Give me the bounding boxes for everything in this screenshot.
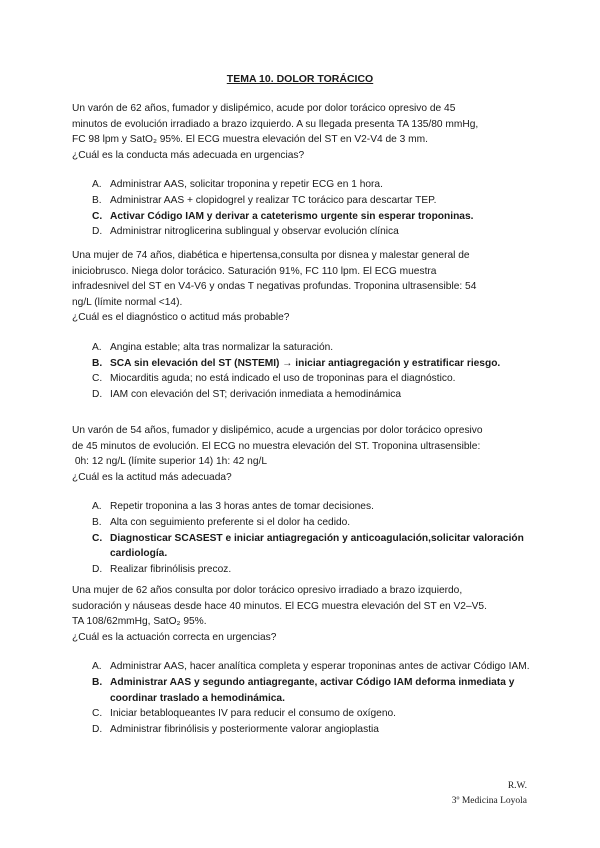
- stem-line: sudoración y náuseas desde hace 40 minutos. El ECG muestra elevación del ST en V2–V5.: [72, 600, 487, 612]
- option-text: Iniciar betabloqueantes IV para reducir el consumo de oxígeno.: [110, 708, 396, 720]
- option-list: [72, 659, 542, 737]
- option-text: Miocarditis aguda; no está indicado el uso de troponinas para el diagnóstico.: [110, 373, 456, 385]
- question-stem: [72, 583, 542, 645]
- option-letter: D.: [92, 563, 103, 575]
- option-text: Administrar nitroglicerina sublingual y observar evolución clínica: [110, 226, 399, 238]
- option-text: Administrar AAS, solicitar troponina y repetir ECG en 1 hora.: [110, 179, 383, 191]
- option-letter: D.: [92, 226, 103, 238]
- stem-line: minutos de evolución irradiado a brazo izquierdo. A su llegada presenta TA 135/80 mmHg,: [72, 118, 479, 130]
- option-list: [72, 499, 542, 577]
- option-letter: B.: [92, 676, 103, 688]
- option-text: Administrar fibrinólisis y posteriormente valorar angioplastia: [110, 723, 379, 735]
- option-letter: B.: [92, 516, 102, 528]
- option-list: [72, 177, 542, 239]
- option-c-correct[interactable]: [72, 209, 542, 225]
- option-letter: C.: [92, 373, 103, 385]
- option-d[interactable]: [72, 722, 542, 738]
- page-title: TEMA 10. DOLOR TORÁCICO: [226, 73, 374, 85]
- stem-line: ¿Cuál es la actitud más adecuada?: [72, 471, 232, 483]
- option-letter: A.: [92, 661, 102, 673]
- option-text: Angina estable; alta tras normalizar la saturación.: [110, 341, 334, 353]
- option-text: Administrar AAS + clopidogrel y realizar TC torácico para descartar TEP.: [110, 194, 437, 206]
- option-b-correct[interactable]: [72, 356, 542, 372]
- stem-line: ¿Cuál es el diagnóstico o actitud más probable?: [72, 312, 290, 324]
- option-letter: D.: [92, 388, 103, 400]
- stem-line: ¿Cuál es la actuación correcta en urgencias?: [72, 631, 277, 643]
- option-text: Alta con seguimiento preferente si el dolor ha cedido.: [110, 516, 351, 528]
- stem-line: 0h: 12 ng/L (límite superior 14) 1h: 42 ng/L: [72, 456, 267, 468]
- question-stem: [72, 248, 542, 326]
- option-text: Realizar fibrinólisis precoz.: [110, 563, 232, 575]
- stem-line: iniciobrusco. Niega dolor torácico. Saturación 91%, FC 110 lpm. El ECG muestra: [72, 265, 437, 277]
- stem-line: de 45 minutos de evolución. El ECG no muestra elevación del ST. Troponina ultrasensible:: [72, 440, 481, 452]
- option-text: IAM con elevación del ST; derivación inmediata a hemodinámica: [110, 388, 402, 400]
- stem-line: Una mujer de 74 años, diabética e hipertensa,consulta por disnea y malestar general de: [72, 250, 470, 261]
- option-a[interactable]: [72, 499, 542, 515]
- stem-line: infradesnivel del ST en V4-V6 y ondas T negativas profundas. Troponina ultrasensible: 54: [72, 281, 477, 293]
- stem-line: TA 108/62mmHg, SatO₂ 95%.: [72, 616, 207, 628]
- option-a[interactable]: [72, 340, 542, 356]
- option-letter: A.: [92, 341, 102, 353]
- option-list: [72, 340, 542, 402]
- option-a[interactable]: [72, 177, 542, 193]
- question-stem: [72, 101, 542, 163]
- stem-line: ¿Cuál es la conducta más adecuada en urgencias?: [72, 149, 305, 161]
- option-c[interactable]: [72, 371, 542, 387]
- option-b[interactable]: [72, 193, 542, 209]
- option-letter: D.: [92, 723, 103, 735]
- stem-line: Un varón de 62 años, fumador y dislipémico, acude por dolor torácico opresivo de 45: [72, 103, 456, 114]
- option-text: Administrar AAS, hacer analítica completa y esperar troponinas antes de activar Código IAM.: [110, 661, 530, 673]
- question-stem: [72, 423, 542, 485]
- option-c[interactable]: [72, 706, 542, 722]
- stem-line: Un varón de 54 años, fumador y dislipémico, acude a urgencias por dolor torácico opresivo: [72, 425, 483, 436]
- stem-line: Una mujer de 62 años consulta por dolor torácico opresivo irradiado a brazo izquierdo,: [72, 585, 463, 596]
- stem-line: FC 98 lpm y SatO₂ 95%. El ECG muestra elevación del ST en V2-V4 de 3 mm.: [72, 134, 428, 146]
- option-letter: A.: [92, 179, 102, 191]
- option-text: Activar Código IAM y derivar a cateterismo urgente sin esperar troponinas.: [110, 210, 474, 222]
- footer: [452, 779, 527, 809]
- option-d[interactable]: [72, 224, 542, 240]
- option-c-correct[interactable]: [72, 531, 542, 562]
- option-letter: C.: [92, 708, 103, 720]
- option-a[interactable]: [72, 659, 542, 675]
- option-letter: B.: [92, 357, 103, 369]
- question-3: [72, 423, 542, 577]
- option-b[interactable]: [72, 515, 542, 531]
- question-4: [72, 583, 542, 737]
- option-letter: C.: [92, 532, 103, 544]
- author-initials: R.W.: [507, 781, 527, 791]
- stem-line: ng/L (límite normal <14).: [72, 296, 183, 308]
- course-label: 3º Medicina Loyola: [451, 796, 527, 806]
- option-text: Diagnosticar SCASEST e iniciar antiagregación y anticoagulación,solicitar valoración cardiología.: [110, 532, 524, 560]
- option-letter: B.: [92, 194, 102, 206]
- option-text: Administrar AAS y segundo antiagregante, activar Código IAM deforma inmediata y coordinar traslado a hemodinámica.: [110, 676, 515, 704]
- option-letter: A.: [92, 501, 102, 513]
- option-text: Repetir troponina a las 3 horas antes de tomar decisiones.: [110, 501, 374, 513]
- question-2: [72, 248, 542, 402]
- option-d[interactable]: [72, 387, 542, 403]
- option-d[interactable]: [72, 562, 542, 578]
- question-1: [72, 101, 542, 240]
- option-b-correct[interactable]: [72, 675, 542, 706]
- option-letter: C.: [92, 210, 103, 222]
- option-text: SCA sin elevación del ST (NSTEMI) → iniciar antiagregación y estratificar riesgo.: [110, 357, 501, 369]
